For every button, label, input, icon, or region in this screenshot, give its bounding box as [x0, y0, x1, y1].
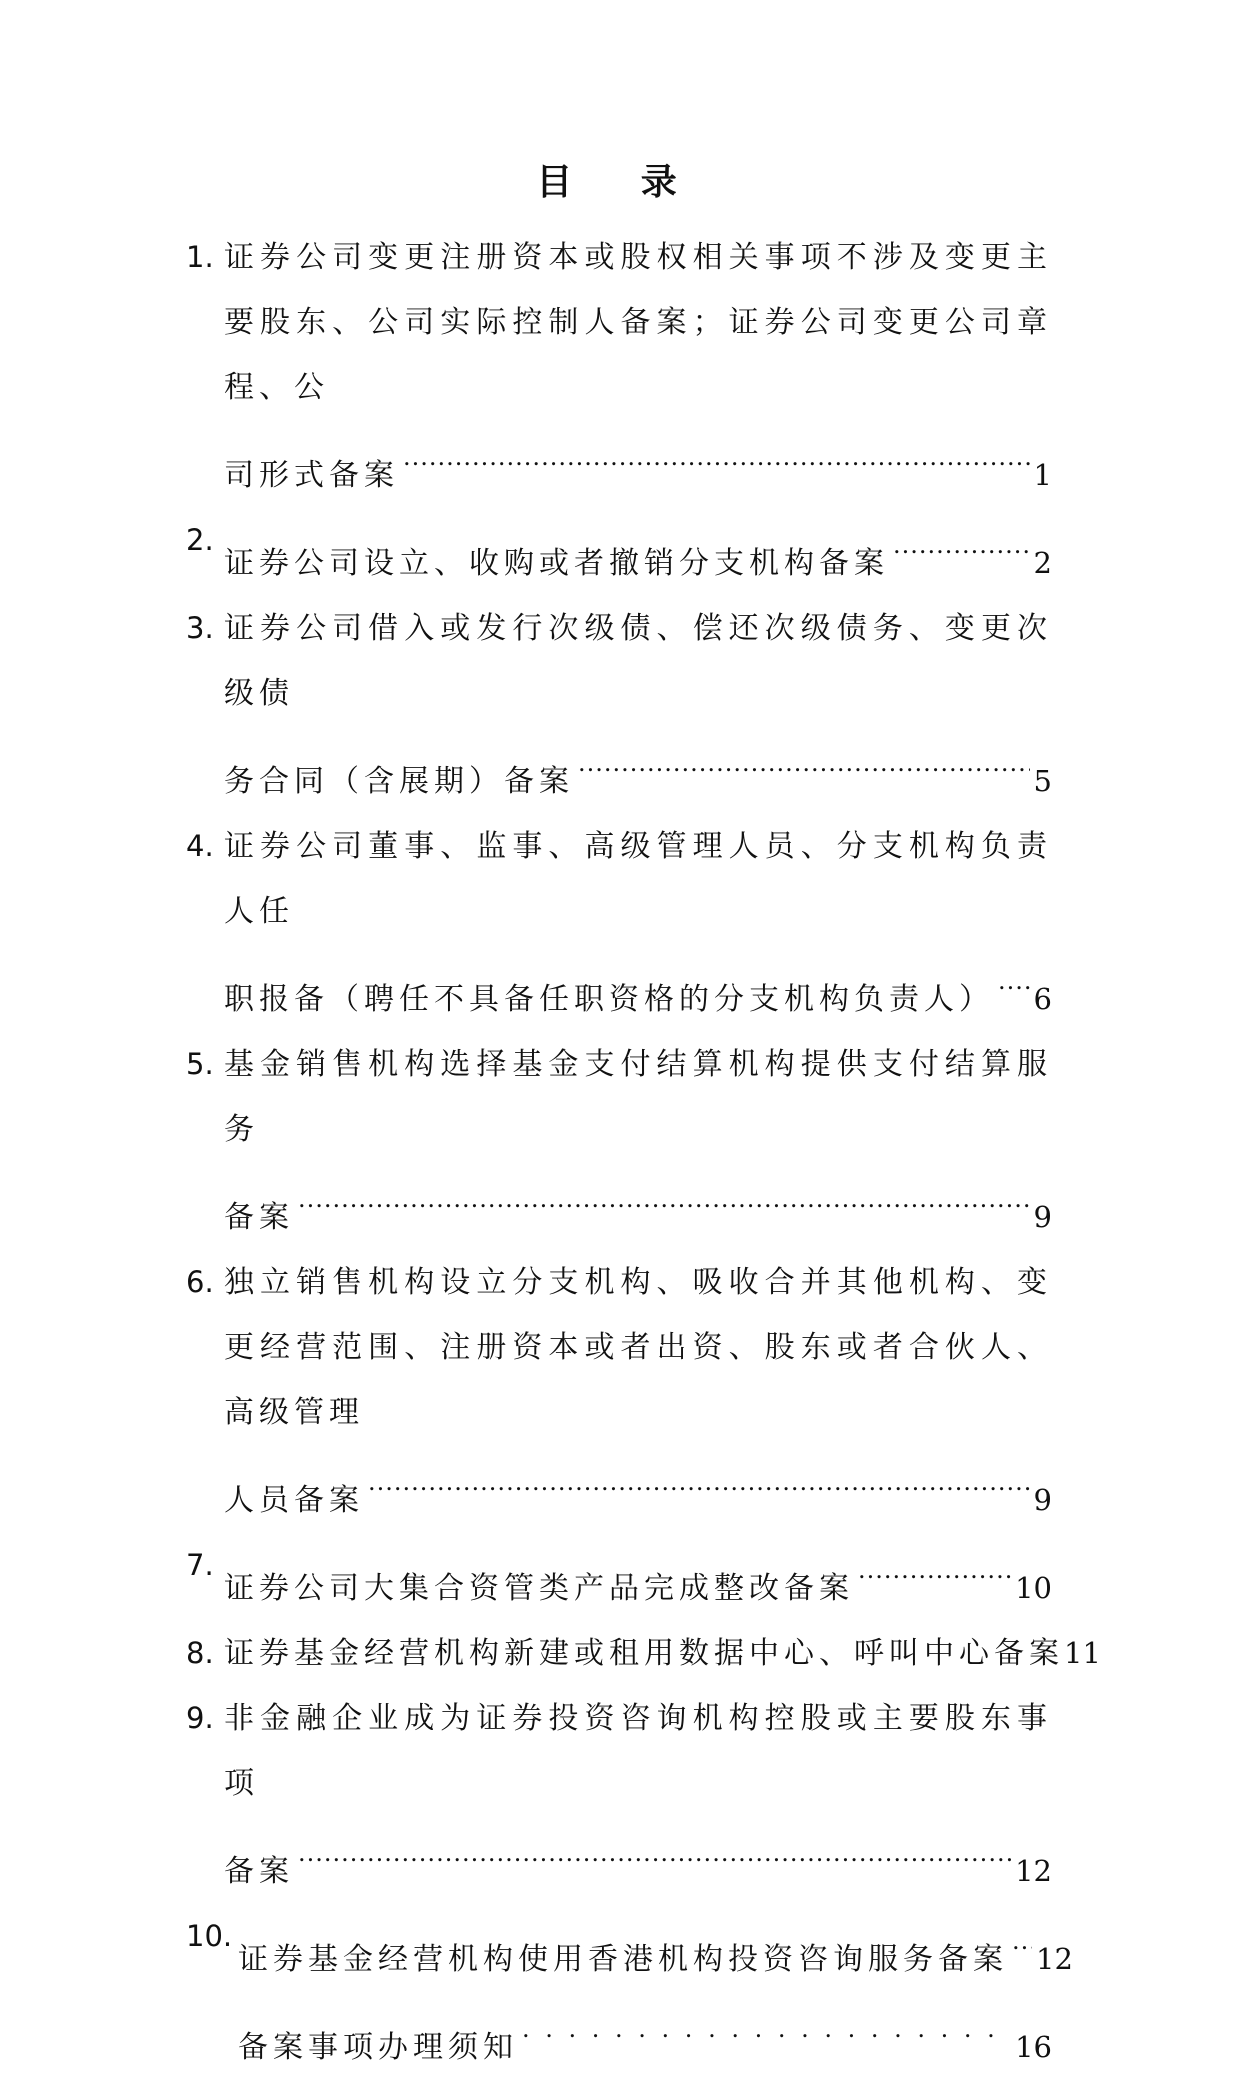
dot-leader: [858, 1533, 1011, 1598]
entry-text: 基金销售机构选择基金支付结算机构提供支付结算服务: [224, 1047, 1052, 1147]
toc-entry-1[interactable]: [186, 225, 1052, 508]
entry-page-number: 1: [1033, 458, 1052, 492]
entry-number: 3.: [186, 611, 214, 645]
entry-page-number: 2: [1033, 546, 1052, 580]
entry-text-last-line: 证券基金经营机构新建或租用数据中心、呼叫中心备案: [224, 1636, 1064, 1671]
entry-page-number: 5: [1033, 764, 1052, 798]
dot-leader: [403, 420, 1030, 485]
entry-number: 8.: [186, 1636, 214, 1670]
entry-page-number: 12: [1015, 1854, 1052, 1888]
dot-leader: [522, 1992, 1011, 2057]
toc-entry-2[interactable]: [186, 508, 1052, 596]
entry-text: 证券公司变更注册资本或股权相关事项不涉及变更主要股东、公司实际控制人备案；证券公司变更公司章程、公: [224, 240, 1052, 405]
toc-entry-8[interactable]: [186, 1621, 1101, 1686]
entry-page-number: 12: [1036, 1942, 1073, 1976]
entry-number: 4.: [186, 829, 214, 863]
entry-text-last-line: 备案事项办理须知: [238, 2030, 518, 2065]
entry-text-last-line: 人员备案: [224, 1483, 364, 1518]
entry-page-number: 11: [1064, 1636, 1101, 1670]
entry-text: 证券公司借入或发行次级债、偿还次级债务、变更次级债: [224, 611, 1052, 711]
entry-number: 7.: [186, 1548, 214, 1582]
toc-entry-9[interactable]: [186, 1686, 1052, 1904]
entry-number: 9.: [186, 1701, 214, 1735]
dot-leader: [1012, 1904, 1032, 1969]
entry-number: 10.: [186, 1919, 233, 1953]
dot-leader: [893, 508, 1030, 573]
dot-leader: [998, 944, 1030, 1009]
toc-entry-10[interactable]: [186, 1904, 1073, 1992]
dot-leader: [298, 1816, 1011, 1881]
entry-page-number: 9: [1033, 1483, 1052, 1517]
entry-page-number: 16: [1015, 2030, 1052, 2064]
toc-entry-5[interactable]: [186, 1032, 1052, 1250]
entry-text-last-line: 证券基金经营机构使用香港机构投资咨询服务备案: [238, 1942, 1008, 1977]
entry-text-last-line: 职报备（聘任不具备任职资格的分支机构负责人）: [224, 982, 994, 1017]
entry-page-number: 9: [1033, 1200, 1052, 1234]
entry-text-last-line: 备案: [224, 1200, 294, 1235]
dot-leader: [578, 726, 1030, 791]
entry-text-last-line: 证券公司大集合资管类产品完成整改备案: [224, 1571, 854, 1606]
toc-entry-7[interactable]: [186, 1533, 1052, 1621]
entry-page-number: 6: [1033, 982, 1052, 1016]
toc-title: 目 录: [536, 162, 705, 203]
entry-page-number: 10: [1015, 1571, 1052, 1605]
entry-number: 5.: [186, 1047, 214, 1081]
table-of-contents: [186, 225, 1101, 2080]
dot-leader: [368, 1445, 1030, 1510]
toc-entry-notice[interactable]: [186, 1992, 1052, 2080]
dot-leader: [298, 1162, 1030, 1227]
toc-entry-3[interactable]: [186, 596, 1052, 814]
entry-text-last-line: 备案: [224, 1854, 294, 1889]
toc-entry-4[interactable]: [186, 814, 1052, 1032]
entry-text: 独立销售机构设立分支机构、吸收合并其他机构、变更经营范围、注册资本或者出资、股东或者合伙人、高级管理: [224, 1265, 1052, 1430]
entry-number: 1.: [186, 240, 214, 274]
entry-text-last-line: 司形式备案: [224, 458, 399, 493]
entry-number: 2.: [186, 523, 214, 557]
entry-text-last-line: 证券公司设立、收购或者撤销分支机构备案: [224, 546, 889, 581]
entry-text: 证券公司董事、监事、高级管理人员、分支机构负责人任: [224, 829, 1052, 929]
entry-text-last-line: 务合同（含展期）备案: [224, 764, 574, 799]
entry-number: 6.: [186, 1265, 214, 1299]
entry-text: 非金融企业成为证券投资咨询机构控股或主要股东事项: [224, 1701, 1052, 1801]
toc-entry-6[interactable]: [186, 1250, 1052, 1533]
